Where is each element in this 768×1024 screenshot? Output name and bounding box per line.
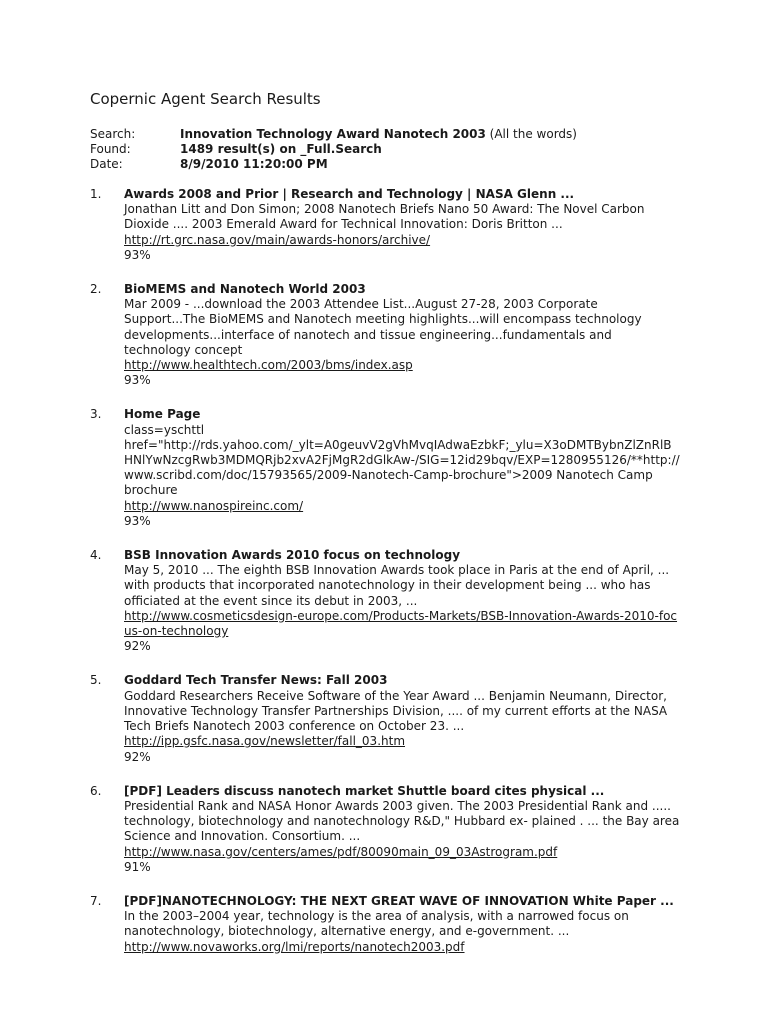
result-link[interactable]: http://www.novaworks.org/lmi/reports/nanotech2003.pdf xyxy=(124,939,465,954)
result-snippet: Goddard Researchers Receive Software of the Year Award ... Benjamin Neumann, Director, Innovative Technology Transfer Partnerships Division, .... of my current efforts at the NASA Tech Briefs Nanotech 2003 conference on October 23. ... xyxy=(124,688,668,734)
result-score: 91% xyxy=(124,859,151,874)
result-body xyxy=(124,282,680,388)
result-title: Home Page xyxy=(124,407,201,422)
result-number: 1. xyxy=(90,187,102,201)
result-snippet: In the 2003–2004 year, technology is the area of analysis, with a narrowed focus on nanotechnology, biotechnology, alternative energy, and e-government. ... xyxy=(124,909,629,939)
search-row xyxy=(90,127,690,142)
date-text: 8/9/2010 11:20:00 PM xyxy=(180,157,328,171)
result-score: 93% xyxy=(124,513,151,528)
result-number: 3. xyxy=(90,407,102,422)
result-score: 93% xyxy=(124,247,151,262)
result-title: Goddard Tech Transfer News: Fall 2003 xyxy=(124,673,388,688)
found-value xyxy=(180,142,382,157)
search-query: Innovation Technology Award Nanotech 2003 xyxy=(180,127,486,141)
result-item xyxy=(90,282,690,388)
result-number: 6. xyxy=(90,783,102,798)
result-number: 2. xyxy=(90,282,102,297)
result-snippet: Jonathan Litt and Don Simon; 2008 Nanotech Briefs Nano 50 Award: The Novel Carbon Dioxide .... 2003 Emerald Award for Technical Innovation: Doris Britton ... xyxy=(124,202,645,232)
result-number: 5. xyxy=(90,673,102,688)
result-title: [PDF] Leaders discuss nanotech market Shuttle board cites physical ... xyxy=(124,783,605,798)
result-item xyxy=(90,673,690,764)
result-body xyxy=(124,673,680,764)
result-link[interactable]: http://www.nasa.gov/centers/ames/pdf/80090main_09_03Astrogram.pdf xyxy=(124,844,558,859)
result-number: 4. xyxy=(90,548,102,563)
result-item xyxy=(90,548,690,654)
search-results-document xyxy=(90,89,690,974)
date-value xyxy=(180,157,328,172)
result-number: 7. xyxy=(90,893,102,908)
search-value xyxy=(180,127,577,142)
search-label: Search: xyxy=(90,127,136,141)
result-snippet: May 5, 2010 ... The eighth BSB Innovation Awards took place in Paris at the end of April, ... with products that incorporated nanotechnology in their development being ... who has officiated at the event since its debut in 2003, ... xyxy=(124,563,670,608)
result-title: [PDF]NANOTECHNOLOGY: THE NEXT GREAT WAVE OF INNOVATION White Paper ... xyxy=(124,893,674,908)
result-body xyxy=(124,784,680,875)
found-count: 1489 result(s) on _Full.Search xyxy=(180,142,382,156)
result-score: 93% xyxy=(124,373,151,388)
result-snippet: Presidential Rank and NASA Honor Awards 2003 given. The 2003 Presidential Rank and ..... technology, biotechnology and nanotechnology R&D," Hubbard ex- plained . ... the Bay area Science and Innovation. Consortium. ... xyxy=(124,798,680,844)
result-title: Awards 2008 and Prior | Research and Technology | NASA Glenn ... xyxy=(124,187,575,201)
search-mode: (All the words) xyxy=(485,127,577,141)
results-list xyxy=(90,187,690,955)
result-body xyxy=(124,407,680,529)
result-snippet: class=yschttl href="http://rds.yahoo.com/_ylt=A0geuvV2gVhMvqIAdwaEzbkF;_ylu=X3oDMTBybnZlZnRlBHNlYwNzcgRwb3MDMQRjb2xvA2FjMgR2dGlkAw-/SIG=12id29bqv/EXP=1280955126/**http://www.scribd.com/doc/15793565/2009-Nanotech-Camp-brochure">2009 Nanotech Camp brochure xyxy=(124,422,680,498)
result-link[interactable]: http://rt.grc.nasa.gov/main/awards-honors/archive/ xyxy=(124,232,431,247)
result-score: 92% xyxy=(124,639,151,654)
result-item xyxy=(90,894,690,955)
result-link[interactable]: http://www.cosmeticsdesign-europe.com/Products-Markets/BSB-Innovation-Awards-2010-focus-on-technology xyxy=(124,608,678,639)
found-row xyxy=(90,142,690,157)
result-body xyxy=(124,187,680,263)
search-meta xyxy=(90,127,690,172)
result-link[interactable]: http://ipp.gsfc.nasa.gov/newsletter/fall_03.htm xyxy=(124,734,406,749)
result-title: BioMEMS and Nanotech World 2003 xyxy=(124,282,366,297)
result-link[interactable]: http://www.nanospireinc.com/ xyxy=(124,498,304,513)
result-item xyxy=(90,784,690,875)
result-title: BSB Innovation Awards 2010 focus on technology xyxy=(124,548,461,563)
result-item xyxy=(90,187,690,263)
date-label: Date: xyxy=(90,157,123,171)
result-score: 92% xyxy=(124,749,151,764)
page-title: Copernic Agent Search Results xyxy=(90,90,321,108)
found-label: Found: xyxy=(90,142,131,156)
result-item xyxy=(90,407,690,529)
result-body xyxy=(124,894,680,955)
date-row xyxy=(90,157,690,172)
result-body xyxy=(124,548,680,654)
result-snippet: Mar 2009 - ...download the 2003 Attendee List...August 27-28, 2003 Corporate Support...The BioMEMS and Nanotech meeting highlights...will encompass technology developments...interface of nanotech and tissue engineering...fundamentals and technology concept xyxy=(124,297,642,357)
result-link[interactable]: http://www.healthtech.com/2003/bms/index.asp xyxy=(124,358,413,373)
